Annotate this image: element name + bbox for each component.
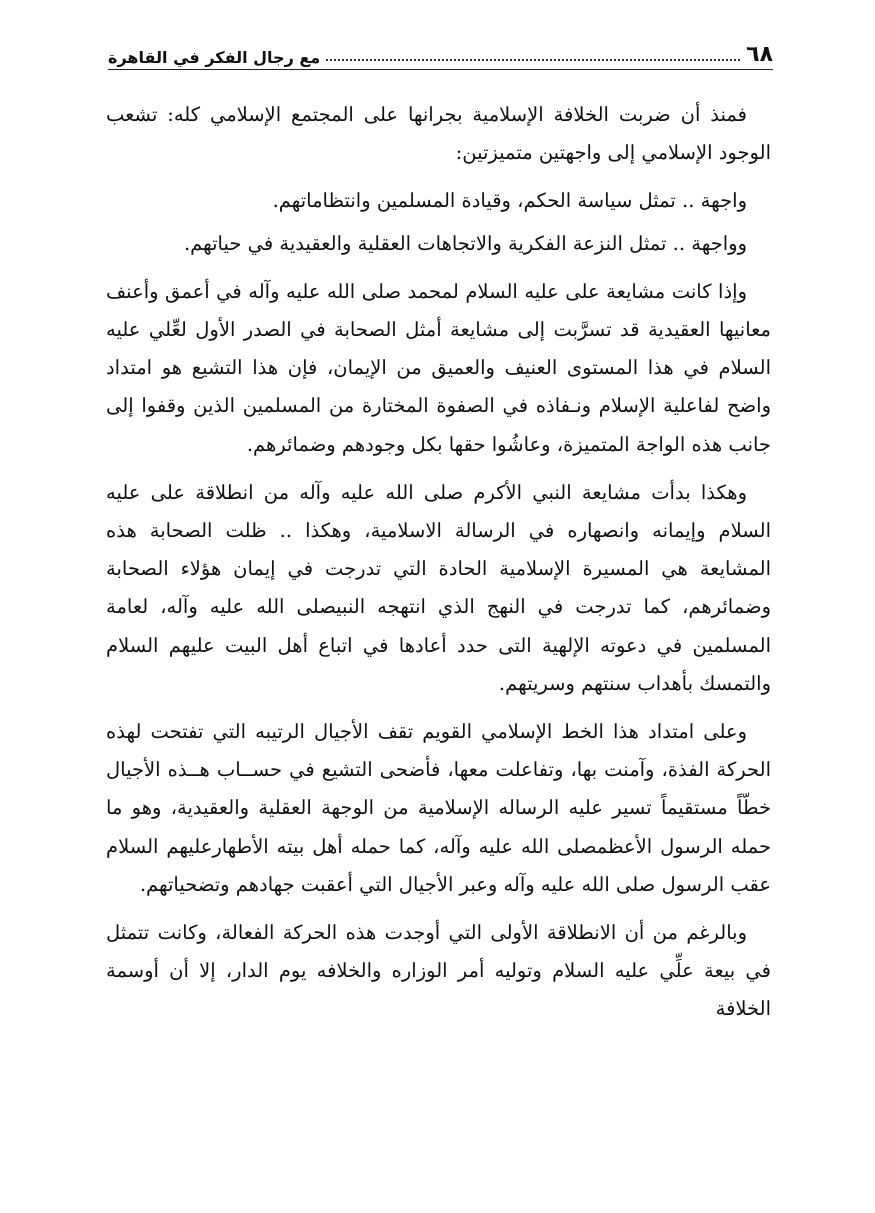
paragraph-6: وعلى امتداد هذا الخط الإسلامي القويم تقف الأجيال الرتيبه التي تفتحت لهذه الحركة الفذة، وآمنت بها، وتفاعلت معها، فأضحى التشيع في حســاب هــذه الأجيال خطّاً مستقيماً تسير عليه الرساله الإسلامية من الوجهة العقلية والعقيدية، وهو ما حمله الرسول الأعظمصلى الله عليه وآله، كما حمله أهل بيته الأطهارعليهم السلام عقب الرسول صلى الله عليه وآله وعبر الأجيال التي أعقبت جهادهم وتضحياتهم.: [106, 720, 771, 896]
paragraph-4: وإذا كانت مشايعة على عليه السلام لمحمد صلى الله عليه وآله في أعمق وأعنف معانيها العقيدية قد تسرَّبت إلى مشايعة أمثل الصحابة في الصدر الأول لعِّلي عليه السلام في هذا المستوى العنيف والعميق من الإيمان، فإن هذا التشيع هو امتداد واضح لفاعلية الإسلام ونـفاذه في الصفوة المختارة من المسلمين الذين وقفوا إلى جانب هذه الواجة المتميزة، وعاشُوا حقها بكل وجودهم وضمائرهم.: [106, 279, 771, 456]
paragraph-2: واجهة .. تمثل سياسة الحكم، وقيادة المسلمين وانتظاماتهم.: [272, 189, 747, 213]
chapter-title: مع رجال الفكر في القاهرة: [108, 48, 321, 67]
paragraph-3: وواجهة .. تمثل النزعة الفكرية والاتجاهات العقلية والعقيدية في حياتهم.: [183, 231, 747, 255]
page-number: ٦٨: [746, 42, 773, 67]
paragraph-7: وبالرغم من أن الانطلاقة الأولى التي أوجدت هذه الحركة الفعالة، وكانت تتمثل في بيعة علِّي عليه السلام وتوليه أمر الوزاره والخلافه يوم الدار، إلا أن أوسمة الخلافة: [106, 921, 771, 1021]
header-dot-leader: [326, 58, 740, 61]
paragraph-5: وهكذا بدأت مشايعة النبي الأكرم صلى الله عليه وآله من انطلاقة على عليه السلام وإيمانه وانصهاره في الرسالة الاسلامية، وهكذا .. ظلت الصحابة هذه المشايعة هي المسيرة الإسلامية الحادة التي تدرجت في إيمان هؤلاء الصحابة وضمائرهم، كما تدرجت في النهج الذي انتهجه النبيصلى الله عليه وآله، لعامة المسلمين في دعوته الإلهية التى حدد أعادها في اتباع أهل البيت عليهم السلام والتمسك بأهداب سنتهم وسريتهم.: [106, 480, 771, 695]
running-header: [108, 30, 773, 70]
paragraph-1: فمنذ أن ضربت الخلافة الإسلامية بجرانها على المجتمع الإسلامي كله: تشعب الوجود الإسلامي إلى واجهتين متميزتين:: [106, 103, 771, 165]
body-text: [106, 96, 771, 1039]
